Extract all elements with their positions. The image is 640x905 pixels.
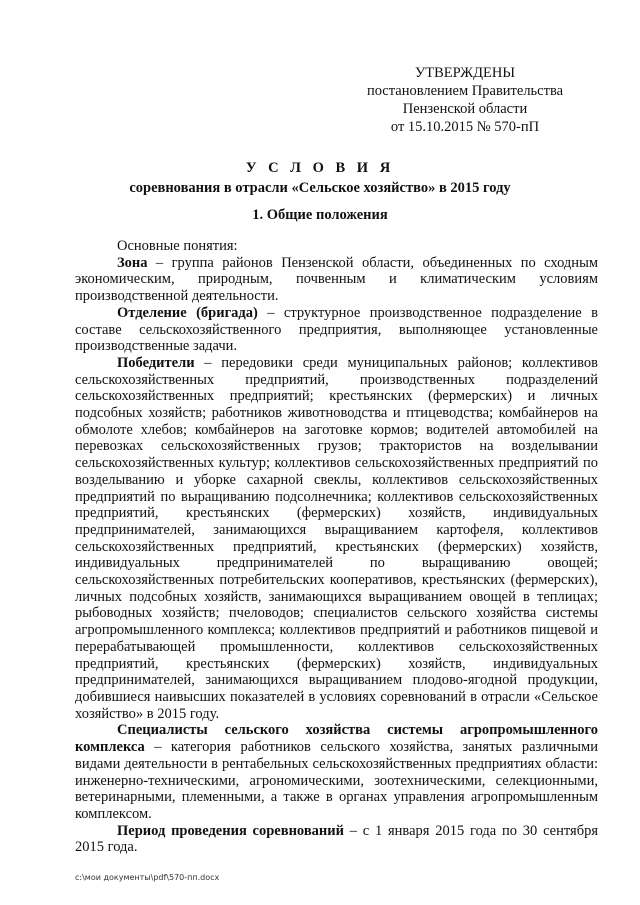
file-path-footer: c:\мои документы\pdf\570-пп.docx [75, 873, 220, 882]
approval-block [360, 64, 570, 136]
definition-paragraph [75, 305, 598, 355]
definition-paragraph [75, 255, 598, 305]
definition-text: – структурное производственное подразделение в составе сельскохозяйственного предприятия, выполняющее установленные производственные задачи. [75, 304, 598, 355]
definition-term: Победители [117, 354, 195, 371]
approval-date: от 15.10.2015 № 570-пП [390, 119, 540, 135]
approval-line: постановлением Правительства [366, 83, 564, 99]
approval-heading: УТВЕРЖДЕНЫ [414, 65, 516, 81]
definition-text: – с 1 января 2015 года по 30 сентября 2015 года. [75, 822, 598, 856]
definition-term: Специалисты сельского хозяйства системы агропромышленного комплекса [75, 722, 598, 756]
definition-text: – передовики среди муниципальных районов; коллективов сельскохозяйственных предприятий, производственных подразделений сельскохозяйственных предприятий; крестьянских (фермерских) и личных подсобных хозяйств; работников животноводства и птицеводства; комбайнеров на обмолоте хлебов; комбайнеров на заготовке кормов; водителей автомобилей на перевозках сельскохозяйственных грузов; трактористов на возделывании сельскохозяйственных культур; коллективов сельскохозяйственных предприятий по возделыванию и уборке сахарной свеклы, коллективов сельскохозяйственных предприятий по выращиванию подсолнечника; коллективов сельскохозяйственных предприятий, крестьянских (фермерских) хозяйств, индивидуальных предпринимателей, занимающихся выращиванием картофеля, коллективов сельскохозяйственных предприятий, крестьянских (фермерских) хозяйств, индивидуальных предпринимателей по выращиванию овощей; сельскохозяйственных потребительских кооперативов, крестьянских (фермерских), личных подсобных хозяйств, занимающихся выращиванием овощей в теплицах; рыбоводных хозяйств; пчеловодов; специалистов сельского хозяйства системы агропромышленного комплекса; коллективов предприятий и работников пищевой и перерабатывающей промышленности, коллективов сельскохозяйственных предприятий, крестьянских (фермерских) хозяйств, индивидуальных предпринимателей, занимающихся выращиванием плодово-ягодной продукции, добившиеся наивысших показателей в условиях соревнований в отрасли «Сельское хозяйство» в 2015 году. [75, 354, 598, 722]
definition-text: – группа районов Пензенской области, объединенных по сходным экономическим, природным, почвенным и климатическим условиям производственной деятельности. [75, 254, 598, 305]
title-subtitle: соревнования в отрасли «Сельское хозяйство» в 2015 году [129, 180, 511, 196]
approval-line: Пензенской области [402, 101, 528, 117]
definition-text: – категория работников сельского хозяйства, занятых различными видами деятельности в рентабельных сельскохозяйственных предприятиях области: инженерно-техническими, агрономическими, зоотехническими, селекционными, ветеринарными, племенными, а также в органах управления агропромышленным комплексом. [75, 739, 598, 822]
definition-paragraph [75, 355, 598, 722]
definition-term: Зона [117, 254, 148, 271]
document-body [75, 238, 598, 856]
document-title [0, 158, 640, 198]
definition-paragraph [75, 722, 598, 822]
section-heading: 1. Общие положения [252, 207, 388, 223]
title-word: У С Л О В И Я [245, 160, 395, 176]
definition-paragraph [75, 823, 598, 856]
definition-term: Отделение (бригада) [117, 304, 258, 321]
definition-term: Период проведения соревнований [117, 822, 344, 839]
intro-paragraph: Основные понятия: [117, 238, 238, 254]
